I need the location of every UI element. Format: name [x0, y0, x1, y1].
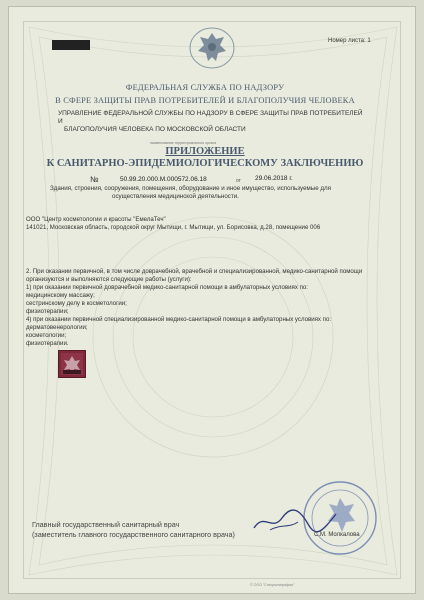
- body-line: сестринскому делу в косметологии;: [26, 300, 127, 307]
- body-line: 1) при оказании первичной доврачебной медико-санитарной помощи в амбулаторных условиях по:: [26, 284, 308, 291]
- serial-number-redacted: [52, 40, 90, 50]
- body-line: косметологии;: [26, 332, 67, 339]
- authority-line-1: УПРАВЛЕНИЕ ФЕДЕРАЛЬНОЙ СЛУЖБЫ ПО НАДЗОРУ В СФЕРЕ ЗАЩИТЫ ПРАВ ПОТРЕБИТЕЛЕЙ И: [58, 110, 363, 125]
- objects-line-2: осуществления медицинской деятельности.: [112, 193, 239, 200]
- body-line: физиотерапии;: [26, 308, 69, 315]
- document-subtitle: К САНИТАРНО-ЭПИДЕМИОЛОГИЧЕСКОМУ ЗАКЛЮЧЕНИЮ: [46, 158, 364, 169]
- russian-eagle-emblem-icon: [186, 25, 238, 71]
- agency-name-line-1: ФЕДЕРАЛЬНАЯ СЛУЖБА ПО НАДЗОРУ: [125, 83, 285, 92]
- issuing-authority: [58, 110, 364, 134]
- objects-line-1: Здания, строения, сооружения, помещения, оборудование и иное имущество, используемые для: [50, 185, 331, 192]
- body-line: 2. При оказании первичной, в том числе доврачебной, врачебной и специализированной, медико-санитарной помощи: [26, 268, 363, 275]
- organization-address: 141021, Московская область, городской округ Мытищи, г. Мытищи, ул. Борисовка, д.28, помещение 006: [26, 224, 321, 231]
- conclusion-date: 29.06.2018 г.: [255, 175, 293, 182]
- body-line: медицинскому массажу;: [26, 292, 95, 299]
- organization-name: ООО "Центр косметологии и красоты "ЕмелаТеч": [26, 216, 166, 223]
- conclusion-number: 50.99.20.000.М.000572.06.18: [120, 176, 207, 183]
- body-line: дерматовенерологии;: [26, 324, 88, 331]
- sheet-number: Номер листа: 1: [328, 38, 371, 44]
- authority-line-2: БЛАГОПОЛУЧИЯ ЧЕЛОВЕКА ПО МОСКОВСКОЙ ОБЛАСТИ: [64, 126, 246, 133]
- signature-title-deputy: (заместитель главного государственного санитарного врача): [32, 530, 235, 539]
- signature-title: Главный государственный санитарный врач: [32, 520, 180, 529]
- printer-note: © ООО "Спецполиграфия": [250, 583, 295, 587]
- signer-name: С.М. Молкалова: [314, 532, 360, 538]
- hologram-seal-icon: [58, 350, 86, 378]
- number-sign: №: [90, 175, 99, 184]
- date-prefix: от: [236, 178, 241, 184]
- objects-description: [50, 185, 360, 201]
- body-line: организуются и выполняются следующие работы (услуги):: [26, 276, 192, 283]
- agency-name-line-2: В СФЕРЕ ЗАЩИТЫ ПРАВ ПОТРЕБИТЕЛЕЙ И БЛАГОПОЛУЧИЯ ЧЕЛОВЕКА: [55, 96, 355, 105]
- body-line: 4) при оказании первичной специализированной медико-санитарной помощи в амбулаторных условиях по:: [26, 316, 332, 323]
- document-title: ПРИЛОЖЕНИЕ: [165, 146, 245, 157]
- authority-caption: наименование территориального органа: [150, 141, 217, 145]
- body-line: физиотерапии.: [26, 340, 69, 347]
